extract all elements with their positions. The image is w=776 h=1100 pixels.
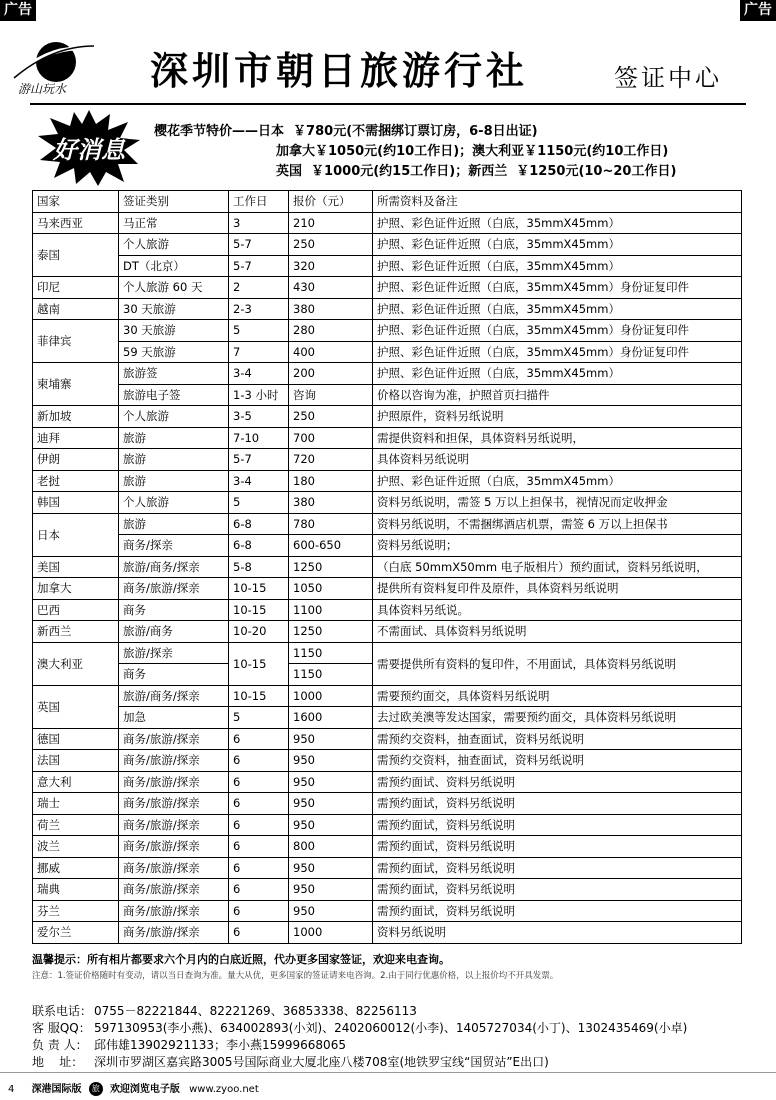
table-cell: 59 天旅游 [119,341,229,363]
table-cell: 1000 [289,922,373,944]
table-cell: 商务/旅游/探亲 [119,836,229,858]
table-cell: 需预约面试、资料另纸说明 [373,771,742,793]
table-cell: 需预约面试，资料另纸说明 [373,879,742,901]
table-cell: 资料另纸说明； [373,535,742,557]
header-divider [30,103,746,105]
publication-seal-icon: 旅 [89,1082,103,1096]
table-cell: 不需面试、具体资料另纸说明 [373,621,742,643]
table-row [33,793,742,815]
table-cell: 需预约面试，资料另纸说明 [373,857,742,879]
table-cell: 380 [289,298,373,320]
table-cell: 950 [289,879,373,901]
table-cell: 400 [289,341,373,363]
table-cell: 商务 [119,599,229,621]
table-cell: 950 [289,857,373,879]
table-cell: 210 [289,212,373,234]
table-cell: 资料另纸说明 [373,922,742,944]
table-row [33,922,742,944]
table-cell: 需提供资料和担保，具体资料另纸说明， [373,427,742,449]
table-cell: 迪拜 [33,427,119,449]
table-cell: 法国 [33,750,119,772]
table-cell: 旅游/商务 [119,621,229,643]
table-cell: 旅游/商务/探亲 [119,556,229,578]
news-burst-badge [36,108,142,186]
table-cell: 个人旅游 [119,234,229,256]
table-cell: 提供所有资料复印件及原件，具体资料另纸说明 [373,578,742,600]
table-cell: 430 [289,277,373,299]
warm-tip: 温馨提示：所有相片都要求六个月内的白底近照，代办更多国家签证，欢迎来电查询。 [32,953,450,966]
ad-label-left: 广告 [0,0,36,21]
table-cell: 商务/旅游/探亲 [119,793,229,815]
table-cell: 5 [229,707,289,729]
table-cell: 需预约面试，资料另纸说明 [373,814,742,836]
page-number: 4 [8,1084,15,1095]
table-row [33,427,742,449]
table-cell: 护照原件，资料另纸说明 [373,406,742,428]
table-cell: 950 [289,814,373,836]
table-cell: 380 [289,492,373,514]
table-cell: 咨询 [289,384,373,406]
table-cell: 950 [289,900,373,922]
table-header-row [33,191,742,213]
table-cell: 商务/旅游/探亲 [119,814,229,836]
table-row [33,320,742,342]
table-row [33,470,742,492]
table-cell: 日本 [33,513,119,556]
publication-name: 深港国际版 [31,1084,82,1095]
table-cell: 950 [289,728,373,750]
table-cell: 柬埔寨 [33,363,119,406]
table-row [33,857,742,879]
table-cell: 芬兰 [33,900,119,922]
table-cell: 护照、彩色证件近照（白底，35mmX45mm）身份证复印件 [373,320,742,342]
contact-address [32,1053,549,1070]
table-cell: 韩国 [33,492,119,514]
table-cell: 6 [229,814,289,836]
table-cell: 6 [229,793,289,815]
contact-value: 597130953(李小燕)、634002893(小刘)、2402060012(小李)、1405727034(小丁)、1302435469(小卓) [94,1021,688,1035]
column-header: 报价（元） [289,191,373,213]
table-cell: 180 [289,470,373,492]
table-cell: 5-8 [229,556,289,578]
table-cell: 250 [289,406,373,428]
table-cell: 旅游电子签 [119,384,229,406]
table-cell: 护照、彩色证件近照（白底，35mmX45mm） [373,255,742,277]
table-cell: 1050 [289,578,373,600]
table-cell: 3-5 [229,406,289,428]
news-badge-text: 好消息 [53,136,125,164]
table-cell: 10-15 [229,642,289,685]
table-cell: 1100 [289,599,373,621]
table-cell: 950 [289,771,373,793]
table-row [33,234,742,256]
table-cell: 5-7 [229,449,289,471]
table-cell: 爱尔兰 [33,922,119,944]
news-line: 樱花季节特价——日本 ￥780元(不需捆绑订票订房，6-8日出证) [154,124,538,139]
table-cell: 1250 [289,556,373,578]
table-cell: 950 [289,750,373,772]
table-cell: DT（北京） [119,255,229,277]
table-row [33,212,742,234]
table-cell: 护照、彩色证件近照（白底，35mmX45mm） [373,298,742,320]
table-cell: 2-3 [229,298,289,320]
table-cell: 700 [289,427,373,449]
table-cell: 德国 [33,728,119,750]
table-row [33,384,742,406]
table-cell: 去过欧美澳等发达国家，需要预约面交，具体资料另纸说明 [373,707,742,729]
table-cell: 320 [289,255,373,277]
table-cell: 商务/旅游/探亲 [119,750,229,772]
table-cell: 10-20 [229,621,289,643]
contact-value: 深圳市罗湖区嘉宾路3005号国际商业大厦北座八楼708室(地铁罗宝线“国贸站”E出口) [94,1055,549,1069]
table-cell: 250 [289,234,373,256]
visa-price-table [32,190,742,944]
column-header: 所需资料及备注 [373,191,742,213]
table-cell: 旅游 [119,470,229,492]
table-cell: 1-3 小时 [229,384,289,406]
table-cell: 商务/旅游/探亲 [119,771,229,793]
table-cell: 6 [229,857,289,879]
table-cell: 5-7 [229,255,289,277]
visa-center-title: 签证中心 [614,64,722,92]
table-cell: 瑞典 [33,879,119,901]
table-cell: 1150 [289,664,373,686]
table-cell: 加拿大 [33,578,119,600]
table-cell: 巴西 [33,599,119,621]
table-cell: 5 [229,320,289,342]
table-cell: 旅游 [119,427,229,449]
table-cell: 护照、彩色证件近照（白底，35mmX45mm） [373,363,742,385]
table-row [33,750,742,772]
table-cell: 需要提供所有资料的复印件，不用面试，具体资料另纸说明 [373,642,742,685]
table-cell: 商务/旅游/探亲 [119,922,229,944]
table-row [33,363,742,385]
table-cell: 6 [229,771,289,793]
table-row [33,341,742,363]
table-cell: 600-650 [289,535,373,557]
table-cell: 商务/旅游/探亲 [119,879,229,901]
news-line: 英国 ￥1000元(约15工作日)；新西兰 ￥1250元(10~20工作日) [276,164,677,179]
table-cell: 伊朗 [33,449,119,471]
table-cell: 护照、彩色证件近照（白底，35mmX45mm）身份证复印件 [373,277,742,299]
table-row [33,728,742,750]
table-cell: 需预约交资料，抽查面试，资料另纸说明 [373,750,742,772]
table-cell: 6-8 [229,535,289,557]
table-row [33,879,742,901]
table-cell: 越南 [33,298,119,320]
table-cell: 需预约面试，资料另纸说明 [373,793,742,815]
table-cell: 10-15 [229,685,289,707]
table-cell: 30 天旅游 [119,320,229,342]
column-header: 签证类别 [119,191,229,213]
table-row [33,556,742,578]
contact-value: 邱伟雄13902921133；李小燕15999668065 [94,1038,346,1052]
table-row [33,599,742,621]
table-cell: 护照、彩色证件近照（白底，35mmX45mm） [373,470,742,492]
table-cell: 价格以咨询为准，护照首页扫描件 [373,384,742,406]
table-cell: 挪威 [33,857,119,879]
table-cell: 1150 [289,642,373,664]
table-cell: 旅游/探亲 [119,642,229,664]
table-cell: 个人旅游 [119,492,229,514]
table-row [33,535,742,557]
table-cell: 5-7 [229,234,289,256]
table-cell: 需要预约面交，具体资料另纸说明 [373,685,742,707]
table-cell: 菲律宾 [33,320,119,363]
table-cell: 需预约面试，资料另纸说明 [373,836,742,858]
table-cell: 6 [229,728,289,750]
table-cell: 护照、彩色证件近照（白底，35mmX45mm） [373,234,742,256]
table-cell: 马正常 [119,212,229,234]
table-cell: 美国 [33,556,119,578]
table-row [33,900,742,922]
table-cell: 6 [229,836,289,858]
table-cell: 950 [289,793,373,815]
table-cell: 6 [229,750,289,772]
table-row [33,685,742,707]
table-cell: 加急 [119,707,229,729]
table-cell: 需预约面试，资料另纸说明 [373,900,742,922]
table-cell: 马来西亚 [33,212,119,234]
table-cell: 7-10 [229,427,289,449]
table-cell: 老挝 [33,470,119,492]
table-cell: 商务/旅游/探亲 [119,900,229,922]
table-cell: 新西兰 [33,621,119,643]
contact-key: 地 址： [32,1055,84,1069]
table-cell: 6 [229,879,289,901]
table-row [33,449,742,471]
table-cell: 意大利 [33,771,119,793]
table-cell: 印尼 [33,277,119,299]
table-cell: 800 [289,836,373,858]
table-cell: 个人旅游 60 天 [119,277,229,299]
table-cell: 具体资料另纸说。 [373,599,742,621]
table-cell: 商务/探亲 [119,535,229,557]
table-cell: 瑞士 [33,793,119,815]
contact-phone [32,1002,417,1019]
website-link[interactable]: www.zyoo.net [189,1084,259,1095]
table-row [33,642,742,664]
table-cell: 720 [289,449,373,471]
table-body [33,212,742,943]
table-row [33,707,742,729]
table-cell: 资料另纸说明，需签 5 万以上担保书，视情况而定收押金 [373,492,742,514]
news-line: 加拿大￥1050元(约10工作日)；澳大利亚￥1150元(约10工作日) [276,144,669,159]
table-cell: 商务/旅游/探亲 [119,578,229,600]
table-cell: 10-15 [229,578,289,600]
table-cell: 1250 [289,621,373,643]
logo-text: 游山玩水 [18,82,67,96]
table-cell: 个人旅游 [119,406,229,428]
company-name: 深圳市朝日旅游行社 [150,48,529,93]
table-cell: 护照、彩色证件近照（白底，35mmX45mm）身份证复印件 [373,341,742,363]
table-cell: 30 天旅游 [119,298,229,320]
table-cell: 6 [229,922,289,944]
table-cell: 2 [229,277,289,299]
table-cell: 7 [229,341,289,363]
table-cell: 3-4 [229,363,289,385]
table-cell: 200 [289,363,373,385]
footer-divider [0,1072,776,1073]
table-row [33,298,742,320]
table-row [33,406,742,428]
table-cell: 商务 [119,664,229,686]
table-cell: 护照、彩色证件近照（白底，35mmX45mm） [373,212,742,234]
table-cell: 780 [289,513,373,535]
table-cell: 商务/旅游/探亲 [119,857,229,879]
contact-value: 0755－82221844、82221269、36853338、82256113 [94,1004,417,1018]
table-row [33,255,742,277]
table-cell: 1000 [289,685,373,707]
table-row [33,578,742,600]
contact-manager [32,1036,346,1053]
table-cell: 6 [229,900,289,922]
table-row [33,836,742,858]
contact-qq [32,1019,687,1036]
table-cell: 280 [289,320,373,342]
table-row [33,771,742,793]
footer [8,1080,259,1096]
table-cell: 旅游 [119,449,229,471]
table-cell: 波兰 [33,836,119,858]
table-cell: 旅游/商务/探亲 [119,685,229,707]
column-header: 工作日 [229,191,289,213]
table-cell: 资料另纸说明，不需捆绑酒店机票，需签 6 万以上担保书 [373,513,742,535]
column-header: 国家 [33,191,119,213]
contact-key: 负 责 人： [32,1038,88,1052]
table-cell: 6-8 [229,513,289,535]
table-cell: 英国 [33,685,119,728]
price-note: 注意：1.签证价格随时有变动，请以当日查询为准。量大从优，更多国家的签证请来电咨询。2.由于同行优惠价格，以上报价均不开具发票。 [32,971,559,981]
table-row [33,621,742,643]
table-cell: 旅游 [119,513,229,535]
table-cell: 澳大利亚 [33,642,119,685]
table-row [33,814,742,836]
table-cell: 需预约交资料，抽查面试，资料另纸说明 [373,728,742,750]
table-cell: 1600 [289,707,373,729]
table-cell: 3-4 [229,470,289,492]
table-cell: 10-15 [229,599,289,621]
table-cell: 3 [229,212,289,234]
table-row [33,513,742,535]
table-cell: 荷兰 [33,814,119,836]
table-row [33,492,742,514]
welcome-text: 欢迎浏览电子版 [109,1084,180,1095]
table-row [33,277,742,299]
table-cell: 5 [229,492,289,514]
ad-label-right: 广告 [740,0,776,21]
table-cell: （白底 50mmX50mm 电子版相片）预约面试，资料另纸说明， [373,556,742,578]
table-cell: 具体资料另纸说明 [373,449,742,471]
table-cell: 新加坡 [33,406,119,428]
contact-key: 联系电话： [32,1004,93,1018]
table-cell: 旅游签 [119,363,229,385]
table-cell: 商务/旅游/探亲 [119,728,229,750]
table-cell: 泰国 [33,234,119,277]
contact-key: 客 服QQ： [32,1021,91,1035]
